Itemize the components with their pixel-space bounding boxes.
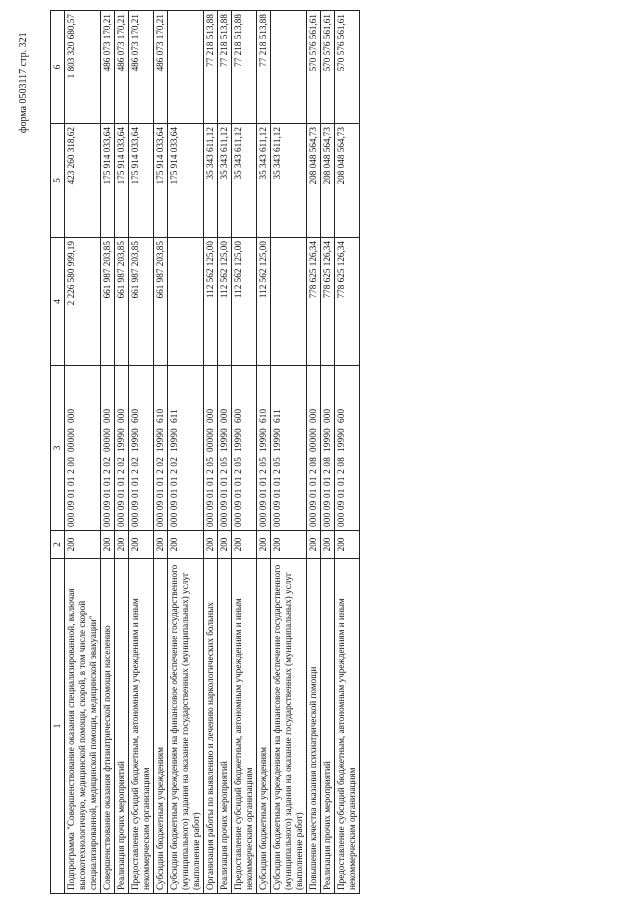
row-name-cell: Субсидии бюджетным учреждениям [257, 559, 271, 894]
row-name-cell: Совершенствование оказания фтизиатрической помощи населению [101, 559, 115, 894]
executed-amount-cell: 423 260 318,62 [65, 124, 101, 238]
approved-amount-cell: 661 987 203,85 [129, 238, 154, 366]
approved-amount-cell: 112 562 125,00 [218, 238, 232, 366]
unexecuted-amount-cell [271, 11, 307, 124]
row-code-cell: 200 [218, 531, 232, 559]
budget-code-cell: 000 09 01 01 2 08 00000 000 [307, 366, 321, 531]
unexecuted-amount-cell: 570 576 561,61 [307, 11, 321, 124]
row-code-cell: 200 [115, 531, 129, 559]
row-name-cell: Реализация прочих мероприятий [321, 559, 335, 894]
table-row [168, 11, 204, 894]
table-row [321, 11, 335, 894]
approved-amount-cell: 661 987 203,85 [154, 238, 168, 366]
unexecuted-amount-cell: 77 218 513,88 [204, 11, 218, 124]
budget-code-cell: 000 09 01 01 2 08 19990 600 [335, 366, 360, 531]
unexecuted-amount-cell: 1 803 320 680,57 [65, 11, 101, 124]
row-code-cell: 200 [129, 531, 154, 559]
executed-amount-cell: 35 343 611,12 [218, 124, 232, 238]
column-number: 5 [51, 124, 65, 238]
executed-amount-cell: 208 048 564,73 [335, 124, 360, 238]
table-row [154, 11, 168, 894]
table-row [307, 11, 321, 894]
executed-amount-cell: 35 343 611,12 [257, 124, 271, 238]
approved-amount-cell [271, 238, 307, 366]
row-code-cell: 200 [154, 531, 168, 559]
budget-code-cell: 000 09 01 01 2 02 00000 000 [101, 366, 115, 531]
column-number: 3 [51, 366, 65, 531]
budget-code-cell: 000 09 01 01 2 02 19990 610 [154, 366, 168, 531]
column-number: 4 [51, 238, 65, 366]
table-row [115, 11, 129, 894]
table-row [65, 11, 101, 894]
executed-amount-cell: 175 914 033,64 [115, 124, 129, 238]
table-row [101, 11, 115, 894]
executed-amount-cell: 35 343 611,12 [271, 124, 307, 238]
executed-amount-cell: 175 914 033,64 [168, 124, 204, 238]
executed-amount-cell: 175 914 033,64 [129, 124, 154, 238]
row-name-cell: Реализация прочих мероприятий [218, 559, 232, 894]
budget-code-cell: 000 09 01 01 2 05 19990 611 [271, 366, 307, 531]
row-code-cell: 200 [65, 531, 101, 559]
budget-code-cell: 000 09 01 01 2 02 19990 611 [168, 366, 204, 531]
row-code-cell: 200 [271, 531, 307, 559]
budget-code-cell: 000 09 01 01 2 02 19990 600 [129, 366, 154, 531]
executed-amount-cell: 35 343 611,12 [204, 124, 218, 238]
approved-amount-cell: 112 562 125,00 [257, 238, 271, 366]
executed-amount-cell: 175 914 033,64 [101, 124, 115, 238]
budget-code-cell: 000 09 01 01 2 08 19990 000 [321, 366, 335, 531]
row-code-cell: 200 [168, 531, 204, 559]
approved-amount-cell: 778 625 126,34 [321, 238, 335, 366]
table-row [218, 11, 232, 894]
table-row [204, 11, 218, 894]
row-code-cell: 200 [335, 531, 360, 559]
column-number: 1 [51, 559, 65, 894]
row-name-cell: Субсидии бюджетным учреждениям на финансовое обеспечение государственного (муниципального) задания на оказание государственных (муниципальных) услуг (выполнение работ) [168, 559, 204, 894]
unexecuted-amount-cell: 486 073 170,21 [115, 11, 129, 124]
executed-amount-cell: 208 048 564,73 [321, 124, 335, 238]
column-number: 6 [51, 11, 65, 124]
row-code-cell: 200 [321, 531, 335, 559]
executed-amount-cell: 175 914 033,64 [154, 124, 168, 238]
approved-amount-cell: 2 226 580 999,19 [65, 238, 101, 366]
row-name-cell: Предоставление субсидий бюджетным, автономным учреждениям и иным некоммерческим организациям [129, 559, 154, 894]
budget-code-cell: 000 09 01 01 2 05 19990 610 [257, 366, 271, 531]
unexecuted-amount-cell [168, 11, 204, 124]
row-code-cell: 200 [101, 531, 115, 559]
budget-table [50, 10, 360, 894]
executed-amount-cell: 35 343 611,12 [232, 124, 257, 238]
row-code-cell: 200 [257, 531, 271, 559]
unexecuted-amount-cell: 486 073 170,21 [101, 11, 115, 124]
table-body [51, 11, 360, 894]
row-name-cell: Повышение качества оказания психиатрической помощи [307, 559, 321, 894]
row-code-cell: 200 [204, 531, 218, 559]
approved-amount-cell: 661 987 203,85 [101, 238, 115, 366]
unexecuted-amount-cell: 486 073 170,21 [154, 11, 168, 124]
row-name-cell: Реализация прочих мероприятий [115, 559, 129, 894]
budget-code-cell: 000 09 01 01 2 02 19990 000 [115, 366, 129, 531]
table-row [257, 11, 271, 894]
executed-amount-cell: 208 048 564,73 [307, 124, 321, 238]
column-number: 2 [51, 531, 65, 559]
row-name-cell: Субсидии бюджетным учреждениям [154, 559, 168, 894]
row-name-cell: Субсидии бюджетным учреждениям на финансовое обеспечение государственного (муниципального) задания на оказание государственных (муниципальных) услуг (выполнение работ) [271, 559, 307, 894]
column-number-row [51, 11, 65, 894]
row-code-cell: 200 [232, 531, 257, 559]
unexecuted-amount-cell: 77 218 513,88 [257, 11, 271, 124]
row-name-cell: Предоставление субсидий бюджетным, автономным учреждениям и иным некоммерческим организациям [335, 559, 360, 894]
approved-amount-cell: 778 625 126,34 [307, 238, 321, 366]
approved-amount-cell: 778 625 126,34 [335, 238, 360, 366]
unexecuted-amount-cell: 77 218 513,88 [218, 11, 232, 124]
row-code-cell: 200 [307, 531, 321, 559]
table-row [232, 11, 257, 894]
unexecuted-amount-cell: 486 073 170,21 [129, 11, 154, 124]
row-name-cell: Предоставление субсидий бюджетным, автономным учреждениям и иным некоммерческим организациям [232, 559, 257, 894]
unexecuted-amount-cell: 77 218 513,88 [232, 11, 257, 124]
unexecuted-amount-cell: 570 576 561,61 [335, 11, 360, 124]
table-row [129, 11, 154, 894]
approved-amount-cell: 661 987 203,85 [115, 238, 129, 366]
row-name-cell: Подпрограмма "Совершенствование оказания специализированной, включая высокотехнологичную, медицинской помощи, скорой, в том числе скорой специализированной, медицинской помощи, медицинской эвакуации" [65, 559, 101, 894]
table-row [271, 11, 307, 894]
row-name-cell: Организация работы по выявлению и лечению наркологических больных [204, 559, 218, 894]
approved-amount-cell: 112 562 125,00 [204, 238, 218, 366]
budget-code-cell: 000 09 01 01 2 05 19990 000 [218, 366, 232, 531]
table-row [335, 11, 360, 894]
budget-code-cell: 000 09 01 01 2 05 00000 000 [204, 366, 218, 531]
unexecuted-amount-cell: 570 576 561,61 [321, 11, 335, 124]
budget-code-cell: 000 09 01 01 2 05 19990 600 [232, 366, 257, 531]
budget-code-cell: 000 09 01 01 2 00 00000 000 [65, 366, 101, 531]
approved-amount-cell: 112 562 125,00 [232, 238, 257, 366]
approved-amount-cell [168, 238, 204, 366]
form-reference: форма 0503117 стр. 321 [18, 32, 29, 133]
